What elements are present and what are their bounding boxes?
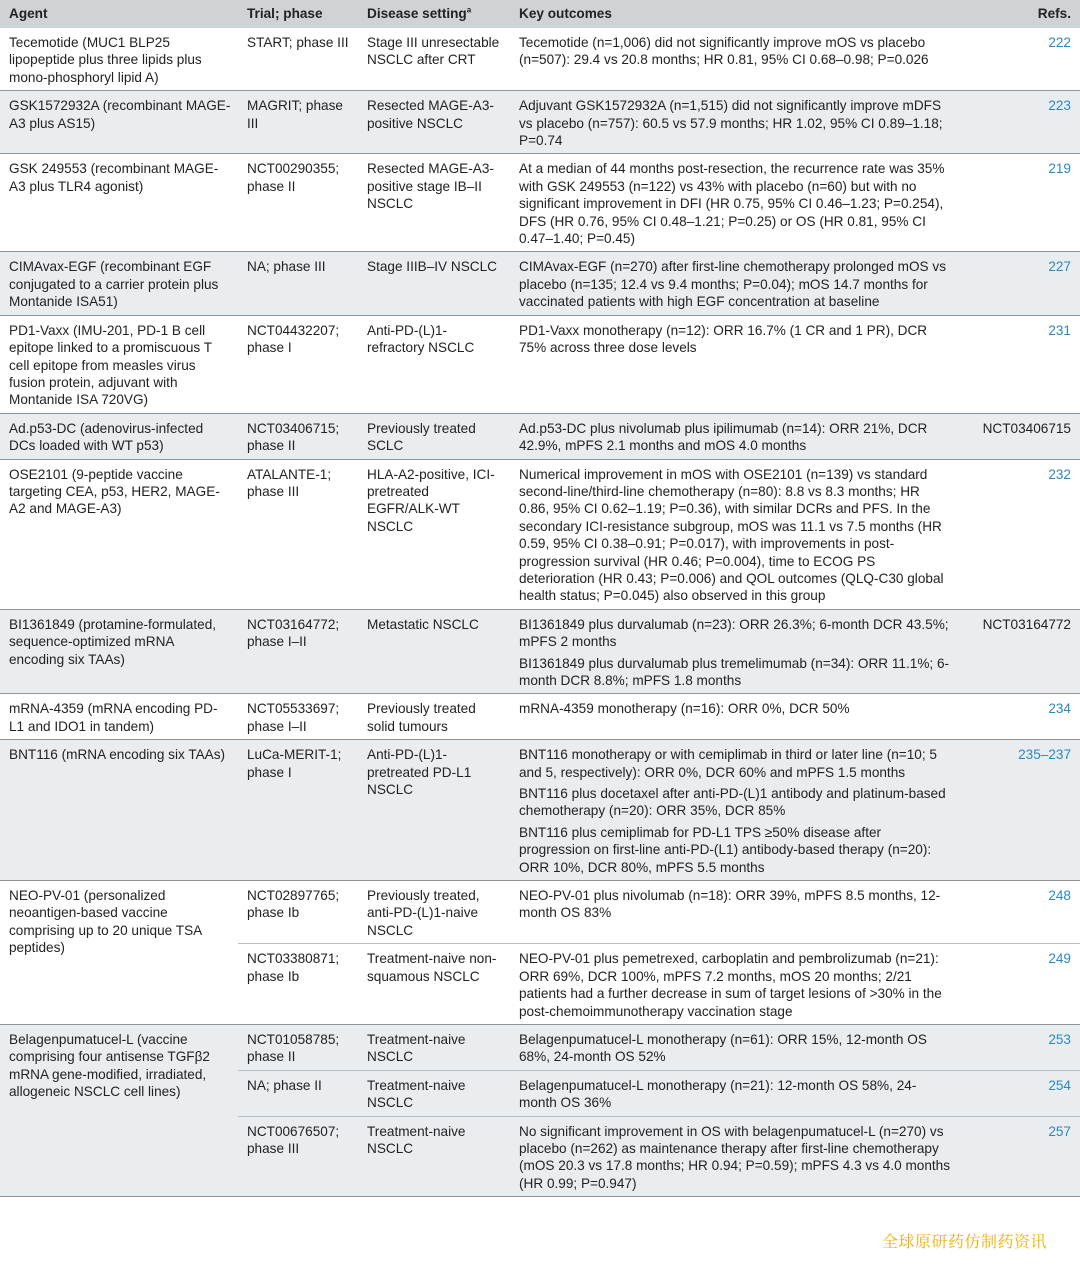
ref-cell <box>960 91 1080 154</box>
disease-cell: Stage III unresectable NSCLC after CRT <box>367 35 500 68</box>
agent-group <box>0 252 1080 315</box>
ref-cell <box>960 694 1080 740</box>
outcomes-cell <box>510 1116 960 1197</box>
outcomes-cell <box>510 28 960 91</box>
outcome-text: Ad.p53-DC plus nivolumab plus ipilimumab (n=14): ORR 21%, DCR 42.9%, mPFS 2.1 months and mOS 4.0 months <box>519 420 928 454</box>
outcomes-cell <box>510 1024 960 1070</box>
outcome-text: NEO-PV-01 plus pemetrexed, carboplatin and pembrolizumab (n=21): ORR 69%, DCR 100%, mPFS 7.2 months, mOS 20 months; 2/21 patients had a further decrease in sum of target lesions of >30% in the post-chemoimmunotherapy vaccination stage <box>519 951 942 1019</box>
outcome-text: No significant improvement in OS with belagenpumatucel-L (n=270) vs placebo (n=262) as maintenance therapy after first-line chemotherapy (mOS 20.3 vs 17.8 months; HR 0.94; P=0.59); mPFS 4.3 vs 4.0 months (HR 0.99; P=0.947) <box>519 1123 951 1191</box>
trial-cell: ATALANTE-1; phase III <box>247 466 332 499</box>
disease-cell: Anti-PD-(L)1-pretreated PD-L1 NSCLC <box>367 747 472 798</box>
trial-cell: NCT05533697; phase I–II <box>247 701 340 734</box>
disease-cell: Resected MAGE-A3-positive stage IB–II NSCLC <box>367 161 494 212</box>
disease-cell: Resected MAGE-A3-positive NSCLC <box>367 98 494 131</box>
outcomes-cell <box>510 91 960 154</box>
table-row <box>0 609 1080 694</box>
agent-cell: BNT116 (mRNA encoding six TAAs) <box>9 747 226 763</box>
reference-link[interactable]: 253 <box>1048 1031 1071 1047</box>
outcome-text: BNT116 plus docetaxel after anti-PD-(L)1 antibody and platinum-based chemotherapy (n=20): ORR 35%, DCR 85% <box>519 786 946 819</box>
agent-cell: CIMAvax-EGF (recombinant EGF conjugated to a carrier protein plus Montanide ISA51) <box>9 259 219 310</box>
trial-cell: START; phase III <box>247 35 349 50</box>
header-disease <box>358 0 510 28</box>
reference-link[interactable]: 257 <box>1048 1123 1071 1139</box>
outcome-text: BI1361849 plus durvalumab (n=23): ORR 26.3%; 6-month DCR 43.5%; mPFS 2 months <box>519 616 949 650</box>
outcome-text: BI1361849 plus durvalumab plus tremelimumab (n=34): ORR 11.1%; 6-month DCR 8.8%; mPFS 1.8 months <box>519 655 950 688</box>
outcome-text: PD1-Vaxx monotherapy (n=12): ORR 16.7% (1 CR and 1 PR), DCR 75% across three dose levels <box>519 322 928 356</box>
table-row <box>0 694 1080 740</box>
table-row <box>0 91 1080 154</box>
outcomes-cell <box>510 944 960 1025</box>
agent-group <box>0 28 1080 91</box>
trial-cell: NCT03406715; phase II <box>247 420 340 454</box>
header-disease-footnote: a <box>466 5 472 15</box>
disease-cell: Previously treated solid tumours <box>367 701 476 734</box>
agent-cell: Ad.p53-DC (adenovirus-infected DCs loaded with WT p53) <box>9 420 204 454</box>
disease-cell: Treatment-naive non-squamous NSCLC <box>358 944 510 1025</box>
outcome-text: Adjuvant GSK1572932A (n=1,515) did not significantly improve mDFS vs placebo (n=757): 60.5 vs 57.9 months; HR 1.02, 95% CI 0.89–1.18; P=0.74 <box>519 98 943 149</box>
trial-cell: NCT00290355; phase II <box>247 161 340 194</box>
ref-cell <box>960 1070 1080 1116</box>
outcomes-cell <box>510 252 960 315</box>
header-agent: Agent <box>9 6 48 22</box>
reference-link[interactable]: 231 <box>1048 322 1071 338</box>
outcome-text: mRNA-4359 monotherapy (n=16): ORR 0%, DCR 50% <box>519 701 850 717</box>
table-header <box>0 0 1080 28</box>
reference-link[interactable]: 232 <box>1048 466 1071 482</box>
disease-cell: Previously treated, anti-PD-(L)1-naive NSCLC <box>367 888 480 938</box>
outcomes-cell <box>510 315 960 413</box>
header-outcomes: Key outcomes <box>519 6 612 22</box>
agent-cell: OSE2101 (9-peptide vaccine targeting CEA, p53, HER2, MAGE-A2 and MAGE-A3) <box>9 466 220 517</box>
trial-cell: MAGRIT; phase III <box>247 98 343 131</box>
outcomes-cell <box>510 459 960 609</box>
trial-cell: NCT02897765; phase Ib <box>247 888 340 921</box>
reference-link[interactable]: 223 <box>1048 98 1071 114</box>
ref-cell <box>960 1024 1080 1070</box>
outcomes-cell <box>510 413 960 459</box>
reference-link[interactable]: 222 <box>1048 35 1071 50</box>
outcomes-cell <box>510 154 960 252</box>
agent-group <box>0 881 1080 1025</box>
disease-cell: Treatment-naive NSCLC <box>358 1070 510 1116</box>
table-row <box>0 413 1080 459</box>
ref-cell <box>960 154 1080 252</box>
outcome-text: NEO-PV-01 plus nivolumab (n=18): ORR 39%, mPFS 8.5 months, 12-month OS 83% <box>519 888 941 921</box>
agent-cell: Tecemotide (MUC1 BLP25 lipopeptide plus three lipids plus mono-phosphoryl lipid A) <box>9 35 202 85</box>
table-row <box>0 459 1080 609</box>
agent-group <box>0 315 1080 413</box>
reference-link[interactable]: 249 <box>1048 951 1071 967</box>
table-row <box>0 28 1080 91</box>
outcomes-cell <box>510 694 960 740</box>
ref-cell <box>960 1116 1080 1197</box>
table-row <box>0 881 1080 944</box>
reference-link[interactable]: 227 <box>1048 259 1071 275</box>
outcome-text: BNT116 monotherapy or with cemiplimab in third or later line (n=10; 5 and 5, respectively): ORR 0%, DCR 60% and mPFS 1.5 months <box>519 747 937 780</box>
agent-cell: Belagenpumatucel-L (vaccine comprising four antisense TGFβ2 mRNA gene-modified, irradiated, allogeneic NSCLC cell lines) <box>9 1031 210 1100</box>
reference-link[interactable]: 248 <box>1048 888 1071 904</box>
agent-group <box>0 91 1080 154</box>
outcomes-cell <box>510 881 960 944</box>
table-row <box>0 1024 1080 1070</box>
ref-cell <box>960 881 1080 944</box>
ref-cell <box>960 609 1080 694</box>
outcomes-cell <box>510 740 960 881</box>
agent-cell: GSK 249553 (recombinant MAGE-A3 plus TLR4 agonist) <box>9 161 219 194</box>
trial-cell: NCT03380871; phase Ib <box>238 944 358 1025</box>
trial-cell: NCT00676507; phase III <box>238 1116 358 1197</box>
disease-cell: Treatment-naive NSCLC <box>367 1031 466 1065</box>
header-trial: Trial; phase <box>247 6 323 22</box>
reference-link[interactable]: 234 <box>1048 701 1071 717</box>
reference-link: NCT03406715 <box>982 420 1071 436</box>
outcomes-cell <box>510 1070 960 1116</box>
ref-cell <box>960 459 1080 609</box>
ref-cell <box>960 740 1080 881</box>
disease-cell: Anti-PD-(L)1-refractory NSCLC <box>367 322 475 356</box>
agent-group <box>0 154 1080 252</box>
reference-link[interactable]: 219 <box>1048 161 1071 177</box>
outcome-text: Belagenpumatucel-L monotherapy (n=21): 12-month OS 58%, 24-month OS 36% <box>519 1077 917 1111</box>
table-row <box>0 252 1080 315</box>
table-row <box>0 740 1080 881</box>
disease-cell: Treatment-naive NSCLC <box>358 1116 510 1197</box>
ref-cell <box>960 315 1080 413</box>
ref-cell <box>960 28 1080 91</box>
table-row <box>0 154 1080 252</box>
reference-link: NCT03164772 <box>982 616 1071 632</box>
agent-group <box>0 694 1080 740</box>
disease-cell: Metastatic NSCLC <box>367 616 479 632</box>
agent-group <box>0 459 1080 609</box>
trial-cell: NCT04432207; phase I <box>247 322 340 356</box>
outcome-text: CIMAvax-EGF (n=270) after first-line chemotherapy prolonged mOS vs placebo (n=135; 12.4 vs 9.4 months; P=0.04); mOS 14.7 months for vaccinated patients with high EGF concentration at baseline <box>519 259 946 310</box>
agent-group <box>0 609 1080 694</box>
header-disease-label: Disease setting <box>367 6 467 22</box>
table-row <box>0 315 1080 413</box>
trial-cell: NCT03164772; phase I–II <box>247 616 340 650</box>
header-refs: Refs. <box>1037 6 1071 22</box>
ref-cell <box>960 252 1080 315</box>
agent-group <box>0 1024 1080 1196</box>
trial-cell: NA; phase II <box>238 1070 358 1116</box>
reference-link[interactable]: 235–237 <box>1018 747 1071 763</box>
disease-cell: HLA-A2-positive, ICI-pretreated EGFR/ALK-WT NSCLC <box>367 466 495 534</box>
outcome-text: Tecemotide (n=1,006) did not significantly improve mOS vs placebo (n=507): 29.4 vs 20.8 months; HR 0.81, 95% CI 0.68–0.98; P=0.026 <box>519 35 929 68</box>
ref-cell <box>960 944 1080 1025</box>
disease-cell: Previously treated SCLC <box>367 420 476 454</box>
agent-cell: PD1-Vaxx (IMU-201, PD-1 B cell epitope linked to a promiscuous T cell epitope from measles virus fusion protein, adjuvant with Montanide ISA 720VG) <box>9 322 212 408</box>
agent-cell: GSK1572932A (recombinant MAGE-A3 plus AS15) <box>9 98 231 131</box>
trial-cell: LuCa-MERIT-1; phase I <box>247 747 342 780</box>
outcomes-cell <box>510 609 960 694</box>
outcome-text: At a median of 44 months post-resection, the recurrence rate was 35% with GSK 249553 (n=122) vs 43% with placebo (n=60) but with no significant improvement in DFI (HR 0.75, 95% CI 0.46–1.23; P=0.254), DFS (HR 0.76, 95% CI 0.48–1.21; P=0.25) or OS (HR 0.81, 95% CI 0.47–1.40; P=0.45) <box>519 161 945 247</box>
agent-group <box>0 740 1080 881</box>
trial-cell: NCT01058785; phase II <box>247 1031 340 1065</box>
agent-cell: BI1361849 (protamine-formulated, sequence-optimized mRNA encoding six TAAs) <box>9 616 217 667</box>
trial-cell: NA; phase III <box>247 259 326 275</box>
outcome-text: Belagenpumatucel-L monotherapy (n=61): ORR 15%, 12-month OS 68%, 24-month OS 52% <box>519 1031 927 1065</box>
outcome-text: BNT116 plus cemiplimab for PD-L1 TPS ≥50% disease after progression on first-line anti-PD-(L1) antibody-based therapy (n=20): ORR 10%, DCR 80%, mPFS 5.5 months <box>519 824 932 875</box>
agent-cell: NEO-PV-01 (personalized neoantigen-based vaccine comprising up to 20 unique TSA peptides) <box>9 888 202 956</box>
agent-group <box>0 413 1080 459</box>
outcome-text: Numerical improvement in mOS with OSE2101 (n=139) vs standard second-line/third-line chemotherapy (n=80): 8.8 vs 8.3 months; HR 0.86, 95% CI 0.62–1.19; P=0.36), with similar DCRs and PFS. In the secondary ICI-resistance subgroup, mOS was 11.1 vs 7.5 months (HR 0.59, 95% CI 0.38–0.91; P=0.017), with improvements in post-progression survival (HR 0.46; P=0.004), time to ECOG PS deterioration (HR 0.43; P=0.006) and QOL outcomes (QLQ-C30 global health status; P=0.045) also observed in this group <box>519 466 944 604</box>
reference-link[interactable]: 254 <box>1048 1077 1071 1093</box>
disease-cell: Stage IIIB–IV NSCLC <box>367 259 497 275</box>
ref-cell <box>960 413 1080 459</box>
agent-cell: mRNA-4359 (mRNA encoding PD-L1 and IDO1 in tandem) <box>9 701 218 734</box>
watermark: 全球原研药仿制药资讯 <box>882 1232 1048 1251</box>
